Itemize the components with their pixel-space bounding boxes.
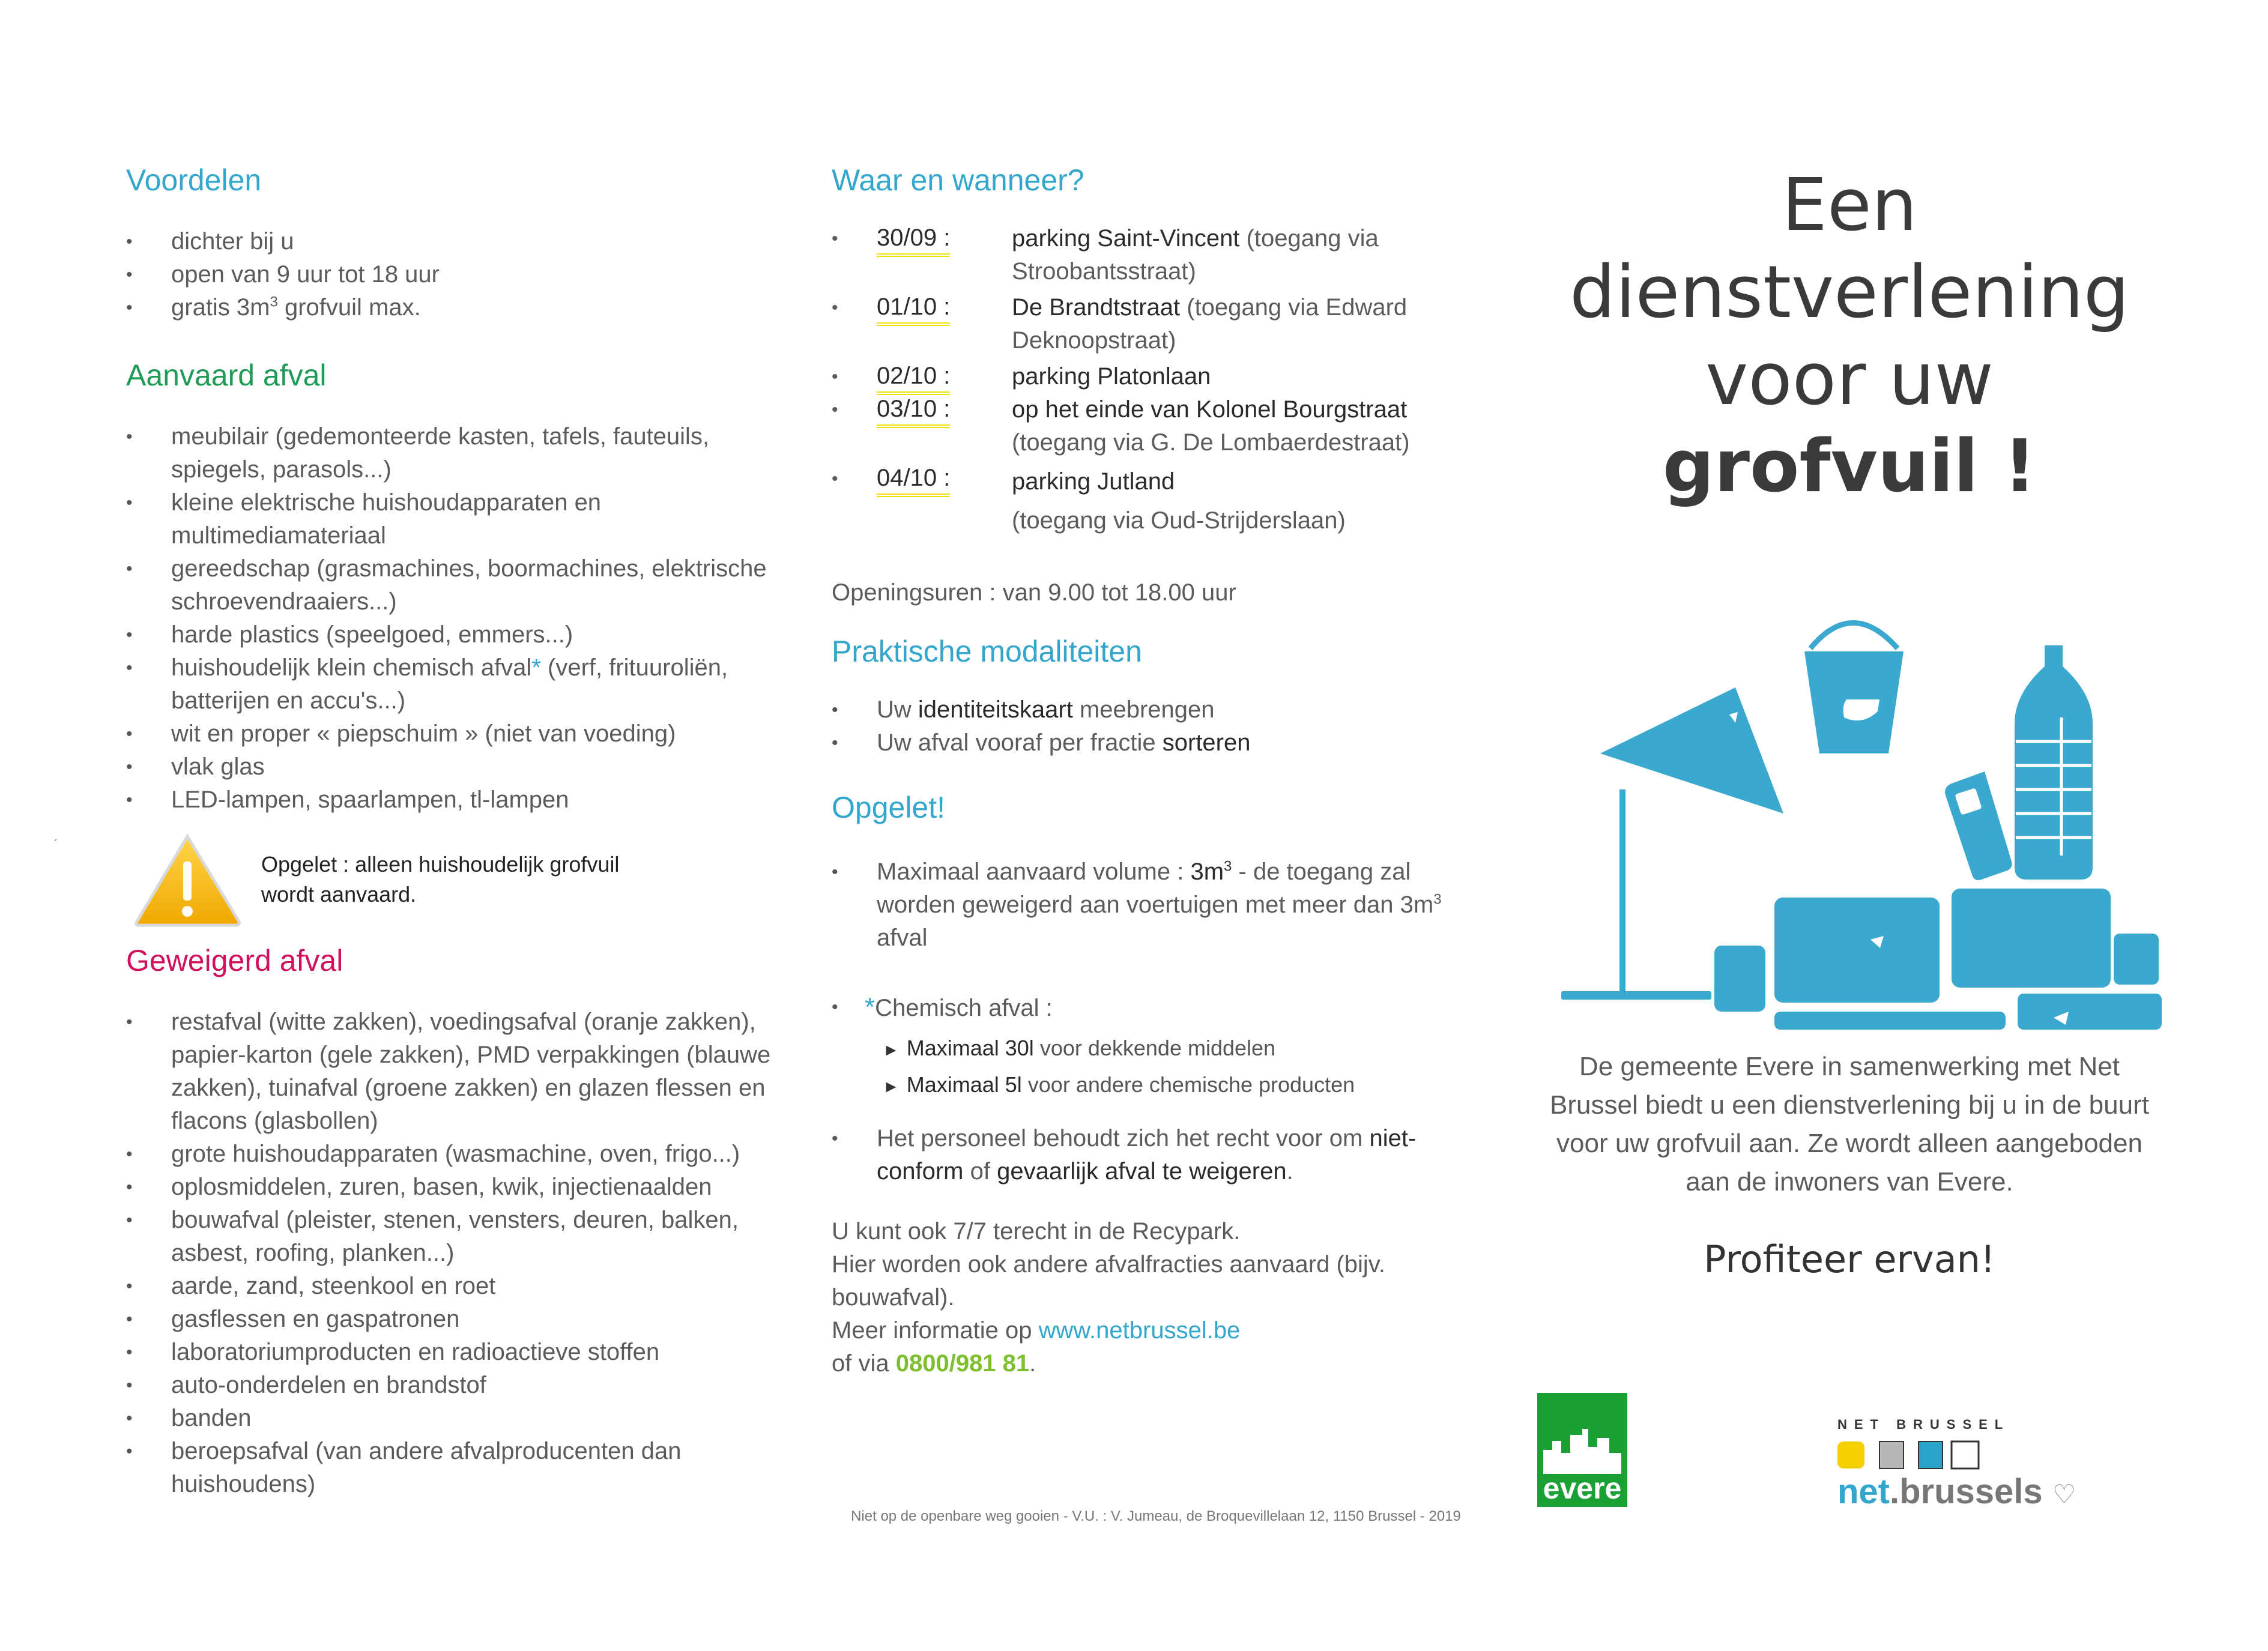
schedule-item: • 01/10 : De Brandtstraat (toegang via Edward Deknoopstraat) (832, 291, 1468, 357)
list-item: ► Maximaal 30l voor dekkende middelen (883, 1036, 1276, 1060)
phone-line: of via 0800/981 81. (832, 1350, 1036, 1377)
page-title: Een dienstverlening voor uw grofvuil ! (1570, 164, 2129, 509)
list-item: • *Chemisch afval : (832, 991, 1468, 1025)
list-item: • Het personeel behoudt zich het recht voor om niet-conform of gevaarlijk afval te weigeren. (832, 1122, 1468, 1188)
sofa-cushion (1774, 898, 1940, 1003)
waar-heading: Waar en wanneer? (832, 163, 1084, 197)
sofa-seat (2018, 994, 2162, 1030)
personeel-list (832, 1122, 1468, 1188)
phone-number[interactable]: 0800/981 81 (895, 1350, 1030, 1377)
list-item: • Maximaal aanvaard volume : $3m^3$ - de toegang zal worden geweigerd aan voertuigen met meer dan $3m^3$ afval (832, 856, 1468, 955)
schedule-date: • 04/10 : (877, 462, 950, 497)
more-info-line: Meer informatie op www.netbrussel.be (832, 1317, 1241, 1344)
geweigerd-list (126, 1006, 775, 1501)
sofa-seat (1774, 1012, 2006, 1030)
footer-note: Niet op de openbare weg gooien - V.U. : V. Jumeau, de Broquevillelaan 12, 1150 Brussel - 2019 (851, 1508, 1461, 1524)
recypark-line: U kunt ook 7/7 terecht in de Recypark. (832, 1218, 1241, 1245)
evere-skyline-icon (1537, 1393, 1627, 1474)
list-item: • open van 9 uur tot 18 uur (126, 258, 775, 291)
list-item: • oplosmiddelen, zuren, basen, kwik, injectienaalden (126, 1171, 775, 1204)
warning-triangle-icon (132, 832, 243, 928)
schedule-list (832, 222, 1468, 540)
voordelen-heading: Voordelen (126, 163, 262, 197)
schedule-item: • 30/09 : parking Saint-Vincent (toegang via Stroobantsstraat) (832, 222, 1468, 288)
intro-paragraph: De gemeente Evere in samenwerking met Net Brussel biedt u een dienstverlening bij u in de buurt voor uw grofvuil aan. Ze wordt alleen aangeboden aan de inwoners van Evere. (1550, 1052, 2149, 1197)
net-brussel-logo (1837, 1417, 2198, 1512)
aanvaard-heading: Aanvaard afval (126, 358, 327, 392)
voordelen-list (126, 225, 775, 324)
list-item: • gasflessen en gaspatronen (126, 1303, 775, 1336)
lamp-shade-icon (1600, 687, 1783, 813)
lamp-base (1561, 991, 1711, 1000)
website-link[interactable]: www.netbrussel.be (1038, 1317, 1241, 1344)
praktisch-list (832, 693, 1468, 759)
list-item: ► Maximaal 5l voor andere chemische producten (883, 1072, 1355, 1097)
mobile-phone-icon (1945, 771, 2012, 880)
opgelet-list (832, 856, 1468, 1025)
list-item: • huishoudelijk klein chemisch afval* (verf, frituuroliën, batterijen en accu's...) (126, 651, 775, 717)
net-brussel-label: NET BRUSSEL (1837, 1417, 2010, 1432)
left-column (126, 162, 775, 1501)
list-item: • auto-onderdelen en brandstof (126, 1369, 775, 1402)
middle-column (832, 162, 1468, 1380)
schedule-item: • 02/10 : parking Platonlaan (832, 360, 1468, 393)
list-item: • aarde, zand, steenkool en roet (126, 1270, 775, 1303)
geweigerd-heading: Geweigerd afval (126, 944, 343, 977)
schedule-item: • 03/10 : op het einde van Kolonel Bourgstraat (toegang via G. De Lombaerdestraat) (832, 393, 1468, 459)
list-item: • harde plastics (speelgoed, emmers...) (126, 618, 775, 651)
call-to-action: Profiteer ervan! (1704, 1237, 1995, 1281)
schedule-date: • 02/10 : (877, 360, 950, 395)
list-item: • meubilair (gedemonteerde kasten, tafels, fauteuils, spiegels, parasols...) (126, 420, 775, 486)
schedule-date: • 03/10 : (877, 393, 950, 428)
sofa-cushion (1952, 889, 2111, 988)
warning-box (132, 832, 775, 928)
list-item: • restafval (witte zakken), voedingsafval (oranje zakken), papier-karton (gele zakken), PMD verpakkingen (blauwe zakken), tuinafval (groene zakken) en glazen flessen en flacons (glasbollen) (126, 1006, 775, 1138)
schedule-item: • 04/10 : parking Jutland (toegang via Oud-Strijderslaan) (832, 462, 1468, 540)
right-column (1537, 162, 2162, 1511)
list-item: • wit en proper « piepschuim » (niet van voeding) (126, 717, 775, 750)
recypark-info (832, 1215, 1468, 1380)
schedule-date: • 30/09 : (877, 222, 950, 257)
net-brussels-wordmark: net.brussels ♡ (1837, 1472, 2076, 1511)
lamp-pole (1619, 789, 1625, 994)
praktisch-heading: Praktische modaliteiten (832, 635, 1142, 668)
list-item: • bouwafval (pleister, stenen, vensters, deuren, balken, asbest, roofing, planken...) (126, 1204, 775, 1270)
evere-logo (1537, 1393, 1627, 1507)
bulky-waste-illustration (1537, 513, 2162, 1030)
sofa-armrest (2114, 934, 2159, 985)
list-item: • banden (126, 1402, 775, 1435)
heart-icon: ♡ (2052, 1480, 2076, 1509)
list-item: • dichter bij u (126, 225, 775, 258)
list-item: • laboratoriumproducten en radioactieve stoffen (126, 1336, 775, 1369)
list-item: • gereedschap (grasmachines, boormachines, elektrische schroevendraaiers...) (126, 552, 775, 618)
waste-bins-icon (1837, 1435, 1994, 1471)
list-item: • grote huishoudapparaten (wasmachine, oven, frigo...) (126, 1138, 775, 1171)
evere-logo-text: evere (1543, 1471, 1622, 1505)
schedule-date: • 01/10 : (877, 291, 950, 326)
list-item: • vlak glas (126, 750, 775, 783)
list-item: • kleine elektrische huishoudapparaten en multimediamateriaal (126, 486, 775, 552)
warning-text: Opgelet : alleen huishoudelijk grofvuil wordt aanvaard. (261, 852, 620, 907)
chem-sublist (832, 1031, 1468, 1104)
bottle-icon (2015, 645, 2093, 880)
list-item: • Uw afval vooraf per fractie sorteren (832, 726, 1468, 759)
opening-hours: Openingsuren : van 9.00 tot 18.00 uur (832, 579, 1236, 606)
stray-mark: ˏ (53, 825, 58, 842)
recypark-line: Hier worden ook andere afvalfracties aanvaard (bijv. bouwafval). (832, 1251, 1385, 1311)
sofa-armrest (1714, 946, 1765, 1012)
list-item: • beroepsafval (van andere afvalproducenten dan huishoudens) (126, 1435, 775, 1501)
list-item: • LED-lampen, spaarlampen, tl-lampen (126, 783, 775, 816)
list-item: • gratis $3m^3$ grofvuil max. (126, 291, 775, 324)
aanvaard-list (126, 420, 775, 816)
opgelet-heading: Opgelet! (832, 791, 946, 824)
list-item: • Uw identiteitskaart meebrengen (832, 693, 1468, 726)
